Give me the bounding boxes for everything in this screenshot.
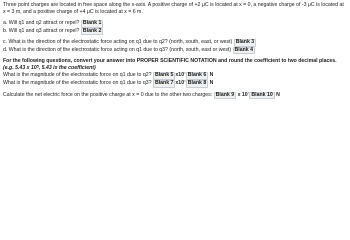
blank-7-input[interactable]: Blank 7 — [154, 79, 174, 86]
question-b-text: b. Will q1 and q3 attract or repel? — [3, 27, 80, 34]
blank-2-input[interactable]: Blank 2 — [82, 27, 102, 34]
blank-5-input[interactable]: Blank 5 — [154, 72, 174, 79]
example-prefix: (e.g. 5.43 x 10 — [3, 65, 37, 72]
question-f-text: What is the magnitude of the electrostatic force on q1 due to q3? — [3, 79, 152, 86]
question-c-text: c. What is the direction of the electrostatic force acting on q1 due to q2? (north, south, east, or west) — [3, 39, 233, 46]
exponent-caret: ^ — [184, 79, 186, 84]
instructions-main: For the following questions, convert your answer into PROPER SCIENTIFIC NOTATION and round the coefficient to two decimal places. — [3, 58, 337, 65]
question-a — [3, 20, 347, 28]
unit-label: N — [209, 79, 214, 86]
example-exponent: 5 — [36, 64, 39, 69]
instructions-example — [3, 65, 96, 71]
question-d — [3, 47, 347, 55]
times-ten-label: x 10 — [237, 91, 248, 98]
question-b — [3, 28, 347, 36]
times-ten-label: x10 — [175, 72, 185, 79]
unit-label: N — [209, 72, 214, 79]
blank-4-input[interactable]: Blank 4 — [234, 46, 253, 53]
question-f — [3, 80, 347, 88]
question-g — [3, 92, 347, 100]
unit-label: N — [276, 91, 280, 98]
blank-8-input[interactable]: Blank 8 — [187, 79, 207, 86]
blank-6-input[interactable]: Blank 6 — [187, 72, 207, 79]
instructions — [3, 58, 347, 72]
blank-3-input[interactable]: Blank 3 — [235, 39, 255, 46]
times-ten-label: x10 — [175, 79, 185, 86]
question-e — [3, 72, 347, 80]
blank-1-input[interactable]: Blank 1 — [82, 20, 102, 26]
question-a-text: a. Will q1 and q2 attract or repel? — [3, 20, 80, 26]
question-g-text: Calculate the net electric force on the positive charge at x = 0 due to the other two charges: — [3, 91, 213, 98]
blank-10-input[interactable]: Blank 10 — [251, 91, 273, 98]
problem-statement: Three point charges are located in free space along the x-axis. A positive charge of +2 μC is located at x = 0, a negative charge of -3 μC is located at x = 3 m, and a positive charge of +4 μC is located at x = 6 m. — [3, 2, 344, 15]
exponent-caret: ^ — [184, 71, 186, 76]
question-e-text: What is the magnitude of the electrostatic force on q1 due to q2? — [3, 72, 152, 79]
question-d-text: d. What is the direction of the electrostatic force acting on q1 due to q3? (north, south, east or west) — [3, 46, 232, 53]
example-suffix: , 5.43 is the coefficient) — [38, 65, 96, 72]
blank-9-input[interactable]: Blank 9 — [215, 91, 235, 98]
question-c — [3, 39, 347, 47]
